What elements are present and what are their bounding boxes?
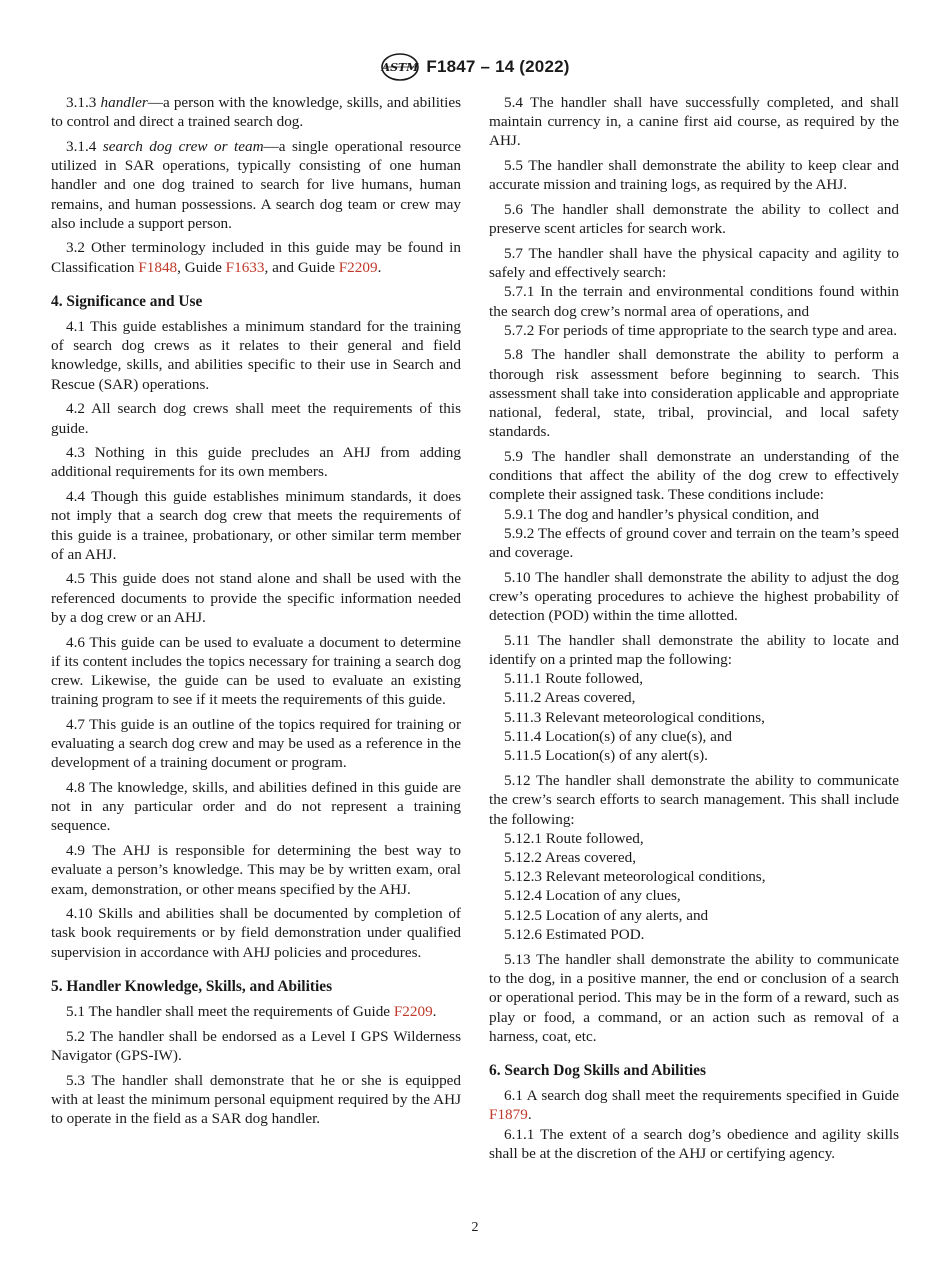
paragraph-4-7: 4.7 This guide is an outline of the topics required for training or evaluating a search dog crew and may be used as a reference in the development of a training document or program. (51, 715, 461, 772)
paragraph-5-7: 5.7 The handler shall have the physical capacity and agility to safely and effectively search: (489, 244, 899, 282)
paragraph-4-10: 4.10 Skills and abilities shall be documented by completion of task book requirements or by field demonstration under qualified supervision in accordance with AHJ policies and procedures. (51, 905, 461, 961)
paragraph-4-9: 4.9 The AHJ is responsible for determining the best way to evaluate a person’s knowledge. This may be by written exam, oral exam, demonstration, or other means specified by the AHJ. (51, 842, 461, 898)
link-f2209-guide[interactable]: F2209 (393, 1003, 433, 1021)
list-item: 5.12.6 Estimated POD. (504, 925, 645, 943)
paragraph-6-1-1: 6.1.1 The extent of a search dog’s obedience and agility skills shall be at the discretion of the AHJ or certifying agency. (489, 1125, 899, 1162)
link-f1848[interactable]: F1848 (138, 258, 178, 276)
list-item: 5.11.2 Areas covered, (504, 689, 636, 707)
paragraph-3-1-4: 3.1.4 search dog crew or team—a single operational resource utilized in SAR operations, typically consisting of one human handler and one dog trained to search for live humans, human remains, and human possessions. A search dog team or crew may also include a support person. (51, 137, 461, 232)
paragraph-4-2: 4.2 All search dog crews shall meet the requirements of this guide. (51, 400, 461, 437)
paragraph-5-6: 5.6 The handler shall demonstrate the ability to collect and preserve scent articles for search work. (489, 201, 899, 238)
section-5-heading: 5. Handler Knowledge, Skills, and Abilities (51, 977, 333, 995)
list-item: 5.11.3 Relevant meteorological conditions, (504, 708, 765, 726)
paragraph-4-6: 4.6 This guide can be used to evaluate a document to determine if its content includes the topics necessary for training a search dog crew. Likewise, the guide can be used to evaluate an existing training program to see if it meets the requirements of this guide. (51, 633, 461, 709)
paragraph-3-1-3: 3.1.3 handler—a person with the knowledge, skills, and abilities to control and direct a trained search dog. (51, 94, 461, 131)
paragraph-6-1: 6.1 A search dog shall meet the requirements specified in Guide F1879. (489, 1087, 899, 1124)
paragraph-5-8: 5.8 The handler shall demonstrate the ability to perform a thorough risk assessment before beginning to search. This assessment shall take into consideration applicable and appropriate national, federal, state, tribal, provincial, and local safety standards. (489, 346, 899, 441)
paragraph-5-13: 5.13 The handler shall demonstrate the ability to communicate to the dog, in a positive manner, the end or conclusion of a search or operational period. This may be in the form of a reward, such as play or food, a command, or an action such as removal of a harness, coat, etc. (489, 951, 899, 1045)
paragraph-5-2: 5.2 The handler shall be endorsed as a Level I GPS Wilderness Navigator (GPS-IW). (51, 1027, 461, 1064)
paragraph-4-5: 4.5 This guide does not stand alone and shall be used with the referenced documents to provide the specific information needed by a dog crew or an AHJ. (51, 570, 461, 626)
paragraph-5-9-1: 5.9.1 The dog and handler’s physical condition, and (504, 505, 819, 523)
page-number: 2 (471, 1220, 479, 1235)
list-5-11 (489, 669, 899, 765)
link-f1879[interactable]: F1879 (489, 1106, 528, 1124)
paragraph-4-4: 4.4 Though this guide establishes minimum standards, it does not imply that a search dog crew that meets the requirements of this guide is a trainee, probationary, or other similar term member of an AHJ. (51, 488, 461, 563)
paragraph-5-10: 5.10 The handler shall demonstrate the ability to adjust the dog crew’s operating procedures to achieve the highest probability of detection (POD) within the time allotted. (489, 568, 899, 625)
section-4-heading: 4. Significance and Use (51, 292, 203, 310)
paragraph-5-1: 5.1 The handler shall meet the requirements of Guide F2209. (66, 1003, 437, 1021)
paragraph-4-3: 4.3 Nothing in this guide precludes an AHJ from adding additional requirements for its own members. (51, 444, 461, 481)
right-column (489, 93, 899, 1169)
page-header (0, 52, 950, 87)
paragraph-5-7-1: 5.7.1 In the terrain and environmental conditions found within the search dog crew’s normal area of operations, and (489, 283, 899, 320)
logo-text: ASTM (381, 61, 419, 74)
list-item: 5.11.4 Location(s) of any clue(s), and (504, 727, 733, 745)
paragraph-5-5: 5.5 The handler shall demonstrate the ability to keep clear and accurate mission and training logs, as required by the AHJ. (489, 157, 899, 194)
list-5-12 (489, 829, 899, 944)
section-6-heading: 6. Search Dog Skills and Abilities (489, 1062, 706, 1080)
astm-logo-icon (380, 52, 420, 82)
link-f2209[interactable]: F2209 (338, 258, 378, 276)
paragraph-5-11: 5.11 The handler shall demonstrate the ability to locate and identify on a printed map the following: (489, 631, 899, 668)
paragraph-5-3: 5.3 The handler shall demonstrate that he or she is equipped with at least the minimum personal equipment required by the AHJ to operate in the field as a SAR dog handler. (51, 1071, 461, 1128)
paragraph-5-9-2: 5.9.2 The effects of ground cover and terrain on the team’s speed and coverage. (489, 524, 899, 561)
list-item: 5.12.5 Location of any alerts, and (504, 906, 709, 924)
list-item: 5.12.3 Relevant meteorological conditions, (504, 868, 766, 886)
link-f1633[interactable]: F1633 (225, 258, 265, 276)
paragraph-3-2: 3.2 Other terminology included in this guide may be found in Classification F1848, Guide F1633, and Guide F2209. (51, 239, 461, 276)
paragraph-5-4: 5.4 The handler shall have successfully completed, and shall maintain currency in, a canine first aid course, as required by the AHJ. (489, 94, 899, 150)
paragraph-5-7-2: 5.7.2 For periods of time appropriate to the search type and area. (504, 321, 898, 339)
paragraph-5-12: 5.12 The handler shall demonstrate the ability to communicate the crew’s search efforts to search management. This shall include the following: (489, 772, 899, 828)
list-item: 5.12.1 Route followed, (504, 829, 644, 847)
paragraph-5-9: 5.9 The handler shall demonstrate an understanding of the conditions that affect the ability of the dog crew to effectively complete their assigned task. These conditions include: (489, 447, 899, 504)
list-item: 5.11.1 Route followed, (504, 670, 644, 688)
paragraph-4-1: 4.1 This guide establishes a minimum standard for the training of search dog crews as it relates to their general and field knowledge, skills, and abilities specific to their use in Search and Rescue (SAR) operations. (51, 318, 461, 393)
list-item: 5.11.5 Location(s) of any alert(s). (504, 747, 708, 764)
paragraph-4-8: 4.8 The knowledge, skills, and abilities defined in this guide are not in any particular order and do not represent a training sequence. (51, 779, 461, 835)
document-id: F1847 – 14 (2022) (426, 57, 570, 76)
list-item: 5.12.4 Location of any clues, (504, 887, 681, 905)
left-column (51, 93, 461, 1134)
list-item: 5.12.2 Areas covered, (504, 849, 637, 867)
